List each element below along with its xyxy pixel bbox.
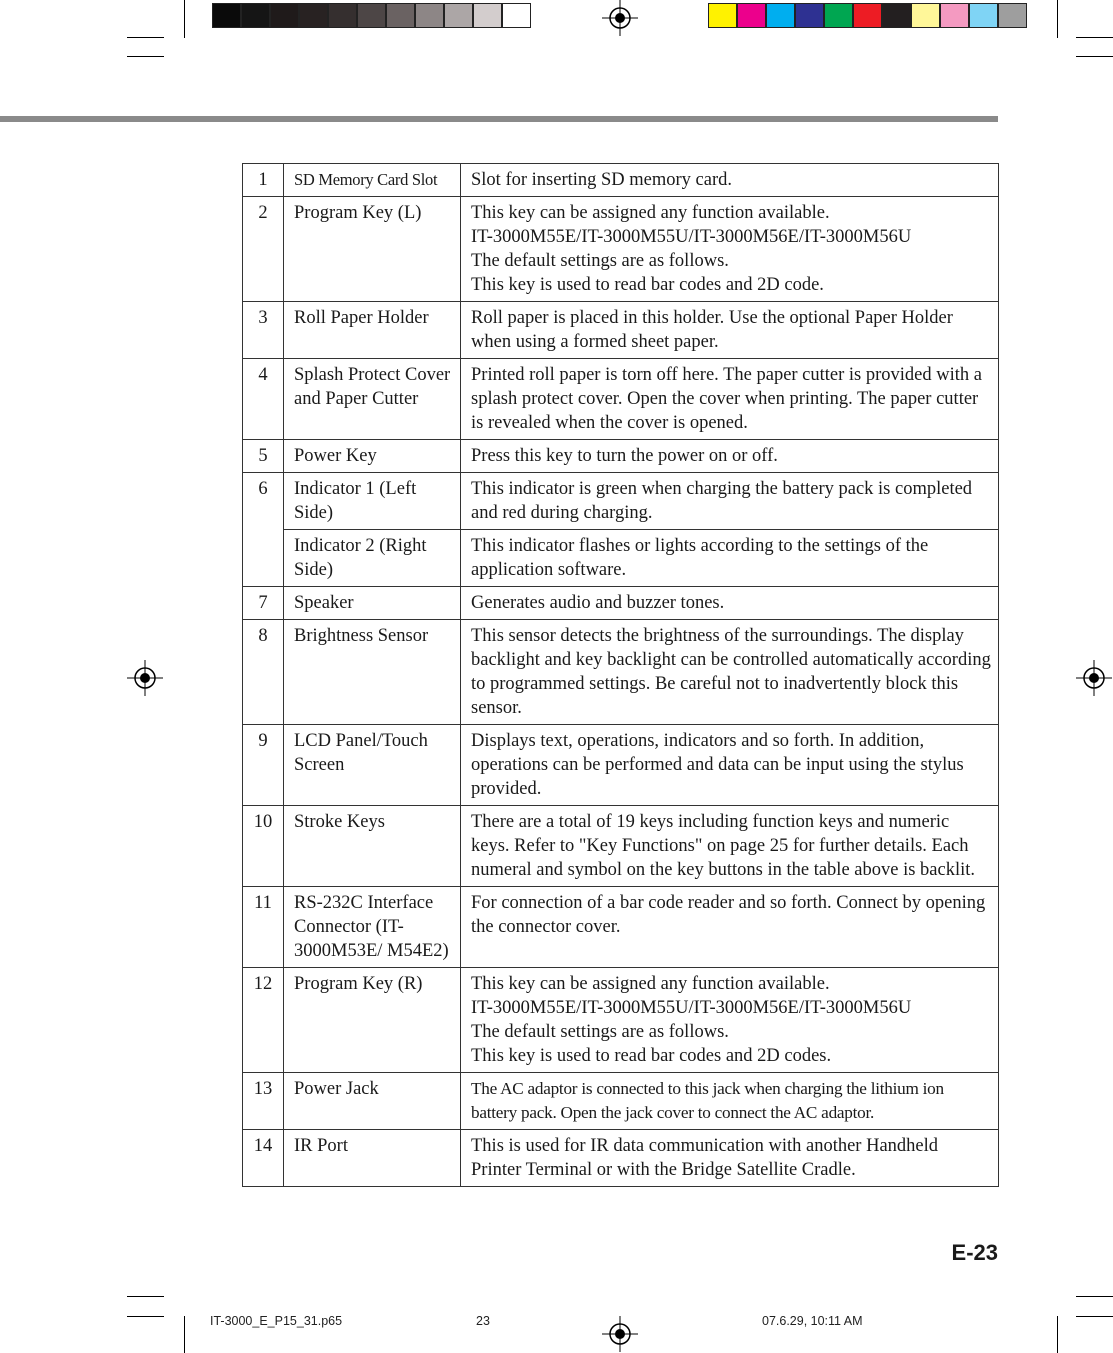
item-name: Stroke Keys [284,806,461,887]
color-swatch [708,3,737,28]
item-description [461,530,999,587]
item-description [461,1130,999,1187]
table-row [243,587,999,620]
item-number: 4 [243,359,284,440]
color-swatch [473,3,502,28]
color-swatch [737,3,766,28]
table-row [243,620,999,725]
color-swatch [386,3,415,28]
registration-target-icon [602,1316,638,1352]
item-description [461,440,999,473]
description-line: This indicator is green when charging the battery pack is completed and red during charging. [471,479,973,523]
table-row [243,725,999,806]
item-number [243,530,284,587]
description-line: Roll paper is placed in this holder. Use the optional Paper Holder when using a formed sheet paper. [471,308,953,352]
item-number: 7 [243,587,284,620]
item-description [461,725,999,806]
color-swatch [795,3,824,28]
table-row [243,359,999,440]
item-description [461,587,999,620]
item-number: 1 [243,164,284,197]
header-rule [0,116,998,122]
footer-page: 23 [476,1314,490,1328]
color-swatch [911,3,940,28]
description-line: Printed roll paper is torn off here. The paper cutter is provided with a splash protect cover. Open the cover when printing. The paper cutter is revealed when the cover is opened. [471,365,982,433]
item-description [461,359,999,440]
item-number: 6 [243,473,284,530]
description-line: This key can be assigned any function available. [471,203,830,223]
item-number: 8 [243,620,284,725]
table-row [243,806,999,887]
item-description [461,806,999,887]
item-number: 12 [243,968,284,1073]
description-line: Generates audio and buzzer tones. [471,593,725,613]
item-name: Program Key (R) [284,968,461,1073]
table-row [243,197,999,302]
description-line: There are a total of 19 keys including function keys and numeric keys. Refer to "Key Functions" on page 25 for further details. Each numeral and symbol on the key buttons in the table above is backlit. [471,812,976,880]
table-row [243,1073,999,1130]
description-line: This key can be assigned any function available. [471,974,830,994]
description-line: This is used for IR data communication with another Handheld Printer Terminal or with the Bridge Satellite Cradle. [471,1136,939,1180]
item-number: 11 [243,887,284,968]
item-description [461,197,999,302]
table-row [243,887,999,968]
description-line: IT-3000M55E/IT-3000M55U/IT-3000M56E/IT-3000M56U [471,227,912,247]
description-line: Displays text, operations, indicators and so forth. In addition, operations can be performed and data can be input using the stylus provided. [471,731,964,799]
table-row [243,968,999,1073]
color-swatch [969,3,998,28]
table-row [243,1130,999,1187]
item-number: 5 [243,440,284,473]
color-swatch [882,3,911,28]
item-name: Brightness Sensor [284,620,461,725]
item-description [461,620,999,725]
item-name: SD Memory Card Slot [284,164,461,197]
table-row [243,164,999,197]
item-number: 10 [243,806,284,887]
table-row [243,530,999,587]
item-name: LCD Panel/Touch Screen [284,725,461,806]
item-description [461,887,999,968]
color-swatch [212,3,241,28]
footer-filename: IT-3000_E_P15_31.p65 [210,1314,343,1328]
table-row [243,440,999,473]
color-swatch [241,3,270,28]
registration-target-icon [127,660,163,696]
description-line: Press this key to turn the power on or off. [471,446,778,466]
item-name: Power Key [284,440,461,473]
item-name: RS-232C Interface Connector (IT-3000M53E/ M54E2) [284,887,461,968]
color-swatch [357,3,386,28]
color-swatch [766,3,795,28]
item-description [461,1073,999,1130]
footer-timestamp: 07.6.29, 10:11 AM [762,1314,863,1328]
page-number: E-23 [951,1240,998,1265]
color-swatch [270,3,299,28]
item-number: 9 [243,725,284,806]
table-row [243,302,999,359]
item-number: 2 [243,197,284,302]
table-row [243,473,999,530]
color-swatch [299,3,328,28]
item-name: IR Port [284,1130,461,1187]
item-description [461,968,999,1073]
color-swatch [328,3,357,28]
item-description [461,473,999,530]
description-line: This key is used to read bar codes and 2D code. [471,275,824,295]
description-line: For connection of a bar code reader and so forth. Connect by opening the connector cover. [471,893,986,937]
item-number: 14 [243,1130,284,1187]
color-swatch [415,3,444,28]
item-name: Indicator 1 (Left Side) [284,473,461,530]
description-line: The default settings are as follows. [471,251,729,271]
item-description [461,164,999,197]
color-swatch [940,3,969,28]
color-swatch [444,3,473,28]
item-name: Roll Paper Holder [284,302,461,359]
registration-target-icon [602,0,638,36]
description-line: This indicator flashes or lights according to the settings of the application software. [471,536,929,580]
item-name: Indicator 2 (Right Side) [284,530,461,587]
item-name: Speaker [284,587,461,620]
item-number: 13 [243,1073,284,1130]
component-table [242,163,999,1187]
description-line: IT-3000M55E/IT-3000M55U/IT-3000M56E/IT-3000M56U [471,998,912,1018]
description-line: The default settings are as follows. [471,1022,729,1042]
description-line: This key is used to read bar codes and 2D codes. [471,1046,832,1066]
item-number: 3 [243,302,284,359]
color-swatch [824,3,853,28]
description-line: This sensor detects the brightness of the surroundings. The display backlight and key backlight can be controlled automatically according to programmed settings. Be careful not to inadvertently block this sensor. [471,626,991,718]
item-name: Program Key (L) [284,197,461,302]
item-name: Splash Protect Cover and Paper Cutter [284,359,461,440]
description-line: The AC adaptor is connected to this jack when charging the lithium ion battery pack. Open the jack cover to connect the AC adaptor. [471,1079,944,1122]
item-name: Power Jack [284,1073,461,1130]
color-swatch [998,3,1027,28]
color-swatch [502,3,531,28]
description-line: Slot for inserting SD memory card. [471,170,733,190]
registration-target-icon [1076,660,1112,696]
color-swatch [853,3,882,28]
item-description [461,302,999,359]
